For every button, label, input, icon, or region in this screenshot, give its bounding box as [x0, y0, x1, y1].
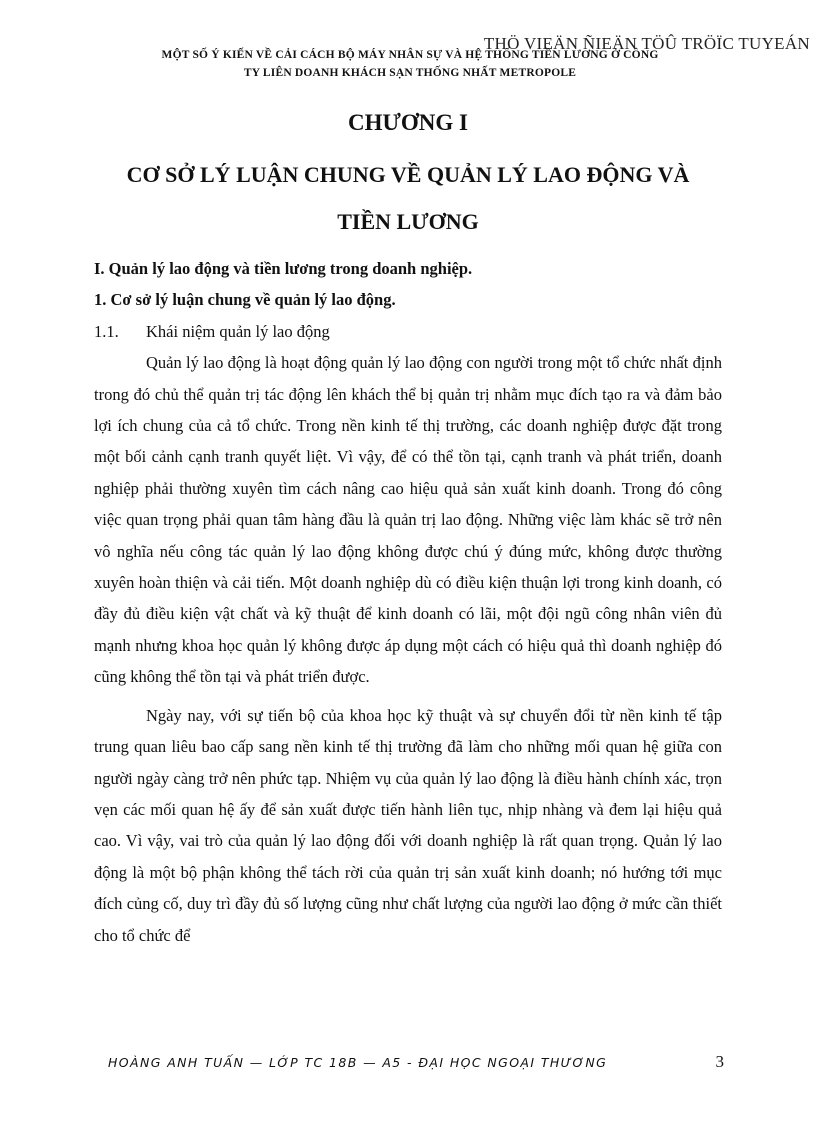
chapter-title-line-1: CƠ SỞ LÝ LUẬN CHUNG VỀ QUẢN LÝ LAO ĐỘNG VÀ — [126, 162, 690, 187]
paragraph: Ngày nay, với sự tiến bộ của khoa học kỹ thuật và sự chuyển đổi từ nền kinh tế tập trung quan liêu bao cấp sang nền kinh tế thị trường đã làm cho những mối quan hệ giữa con người ngày càng trở nên phức tạp. Nhiệm vụ của quản lý lao động là điều hành chính xác, trọn vẹn các mối quan hệ ấy để sản xuất được tiến hành liên tục, nhịp nhàng và đem lại hiệu quả cao. Vì vậy, vai trò của quản lý lao động đối với doanh nghiệp là rất quan trọng. Quản lý lao động là một bộ phận không thể tách rời của quản trị sản xuất kinh doanh; nó hướng tới mục đích củng cố, duy trì đầy đủ số lượng cũng như chất lượng của người lao động ở mức cần thiết cho tổ chức để — [94, 705, 722, 945]
chapter-heading: CHƯƠNG I — [348, 110, 468, 135]
section-title: Khái niệm quản lý lao động — [146, 321, 330, 341]
chapter-title-line-2: TIỀN LƯƠNG — [337, 209, 479, 234]
section-heading-2: 1. Cơ sở lý luận chung về quản lý lao động. — [94, 290, 396, 310]
paragraph: Quản lý lao động là hoạt động quản lý lao động con người trong một tổ chức nhất định trong đó chủ thể quản trị tác động lên khách thể bị quản trị nhằm mục đích tạo ra và đảm bảo lợi ích chung của cả tổ chức. Trong nền kinh tế thị trường, các doanh nghiệp được đặt trong một bối cảnh cạnh tranh quyết liệt. Vì vậy, để có thể tồn tại, cạnh tranh và phát triển, doanh nghiệp phải thường xuyên tìm cách nâng cao hiệu quả sản xuất kinh doanh. Trong đó công việc quan trọng phải quan tâm hàng đầu là quản trị lao động. Những việc làm khác sẽ trở nên vô nghĩa nếu công tác quản lý lao động không được chú ý đúng mức, không được thường xuyên hoàn thiện và cải tiến. Một doanh nghiệp dù có điều kiện thuận lợi trong kinh doanh, có đầy đủ điều kiện vật chất và kỹ thuật để kinh doanh có lãi, một đội ngũ công nhân viên đủ mạnh nhưng khoa học quản lý không được áp dụng một cách có hiệu quả thì doanh nghiệp đó cũng không thể tồn tại và phát triển được. — [94, 353, 722, 687]
section-heading-1: I. Quản lý lao động và tiền lương trong doanh nghiệp. — [94, 259, 473, 278]
page-number: 3 — [715, 1052, 724, 1071]
header-line-2: TY LIÊN DOANH KHÁCH SẠN THỐNG NHẤT METROPOLE — [243, 67, 577, 79]
section-number: 1.1. — [94, 321, 119, 341]
page-footer — [108, 1052, 724, 1079]
header-line-1: MỘT SỐ Ý KIẾN VỀ CẢI CÁCH BỘ MÁY NHÂN SỰ VÀ HỆ THỐNG TIỀN LƯƠNG Ở CÔNG — [161, 49, 659, 61]
body-content — [94, 253, 722, 951]
document-header — [70, 46, 750, 82]
watermark-text: THÖ VIEÄN ÑIEÄN TÖÛ TRÖÏC TUYEÁN — [483, 34, 810, 53]
footer-author-text: HOÀNG ANH TUẤN — LỚP TC 18B — A5 - ĐẠI HỌC NGOẠI THƯƠNG — [108, 1055, 608, 1070]
section-heading-3 — [94, 316, 722, 347]
